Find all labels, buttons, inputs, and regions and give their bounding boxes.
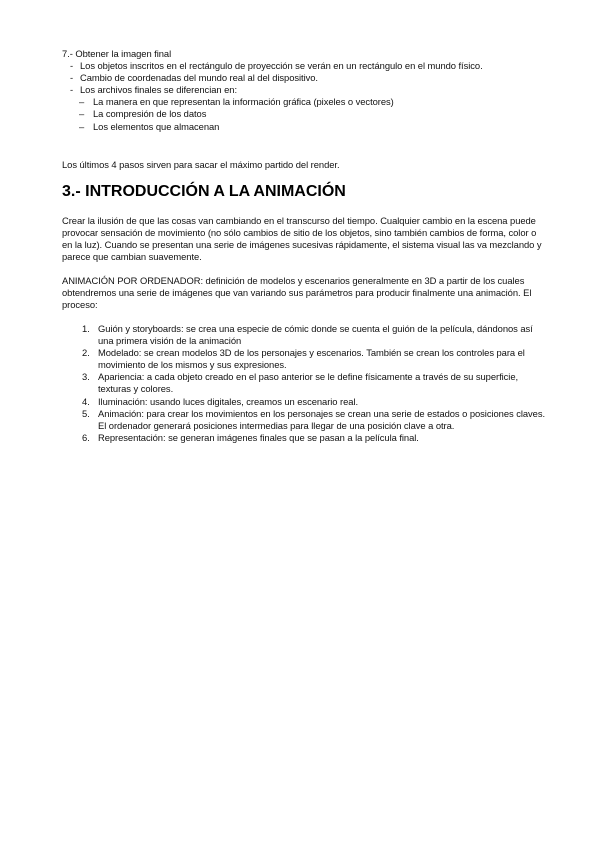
- process-step: [82, 323, 548, 347]
- sub-item-text: Los elementos que almacenan: [93, 120, 220, 132]
- step-text: Animación: para crear los movimientos en los personajes se crean una serie de estados o posiciones claves. El ordenador generará posiciones intermedias para llegar de una posición clave a otra.: [98, 407, 546, 431]
- step-text: Representación: se generan imágenes finales que se pasan a la película final.: [98, 431, 419, 443]
- dash-marker: –: [79, 108, 85, 120]
- process-step: [82, 408, 548, 432]
- intro-paragraph: Crear la ilusión de que las cosas van cambiando en el transcurso del tiempo. Cualquier cambio en la escena puede provocar sensación de movimiento (no sólo cambios de sitio de los objetos, sino también cambios de forma, color o en la luz). Cuando se presentan una serie de imágenes sucesivas rápidamente, el sistema visual las va mezclando y parece que cambian suavemente.: [62, 215, 542, 263]
- sub-item: [79, 96, 547, 108]
- sub-item-list: [62, 96, 547, 132]
- process-step: [82, 396, 548, 408]
- sub-item-text: La compresión de los datos: [93, 108, 207, 120]
- section-7: [62, 48, 547, 133]
- bullet-item: [70, 60, 547, 72]
- step-number: 3.: [82, 371, 90, 383]
- section-7-bullet-list: [62, 60, 547, 133]
- step-text: Apariencia: a cada objeto creado en el paso anterior se le define físicamente a través de su superficie, texturas y colores.: [98, 371, 519, 395]
- bullet-text: Los archivos finales se diferencian en:: [80, 84, 237, 96]
- step-number: 4.: [82, 395, 90, 407]
- step-text: Iluminación: usando luces digitales, creamos un escenario real.: [98, 395, 359, 407]
- process-step: [82, 371, 548, 395]
- dash-marker: –: [79, 96, 85, 108]
- step-number: 5.: [82, 407, 90, 419]
- process-step: [82, 347, 548, 371]
- bullet-marker: -: [70, 72, 74, 84]
- bullet-item: [70, 72, 547, 84]
- process-step: [82, 432, 548, 444]
- step-number: 2.: [82, 347, 90, 359]
- dash-marker: –: [79, 120, 85, 132]
- sub-item: [79, 108, 547, 120]
- bullet-marker: -: [70, 84, 74, 96]
- process-steps-list: [82, 323, 548, 444]
- sub-item: [79, 121, 547, 133]
- computer-animation-paragraph: ANIMACIÓN POR ORDENADOR: definición de modelos y escenarios generalmente en 3D a partir de los cuales obtendremos una serie de imágenes que van variando sus parámetros para producir finalmente una animación. El proceso:: [62, 275, 532, 311]
- section-7-heading: 7.- Obtener la imagen final: [62, 48, 172, 59]
- bullet-item: [70, 84, 547, 132]
- step-text: Modelado: se crean modelos 3D de los personajes y escenarios. También se crean los controles para el movimiento de los mismos y sus expresiones.: [98, 347, 525, 371]
- section-3-title: 3.- INTRODUCCIÓN A LA ANIMACIÓN: [62, 183, 346, 200]
- bullet-text: Cambio de coordenadas del mundo real al del dispositivo.: [80, 72, 318, 84]
- summary-line: Los últimos 4 pasos sirven para sacar el máximo partido del render.: [62, 159, 340, 170]
- step-number: 1.: [82, 323, 90, 334]
- bullet-marker: -: [70, 60, 74, 72]
- bullet-text: Los objetos inscritos en el rectángulo de proyección se verán en un rectángulo en el mundo físico.: [80, 60, 483, 72]
- step-number: 6.: [82, 431, 90, 443]
- sub-item-text: La manera en que representan la información gráfica (pixeles o vectores): [93, 96, 394, 108]
- step-text: Guión y storyboards: se crea una especie de cómic donde se cuenta el guión de la película, dándonos así una primera visión de la animación: [98, 323, 533, 347]
